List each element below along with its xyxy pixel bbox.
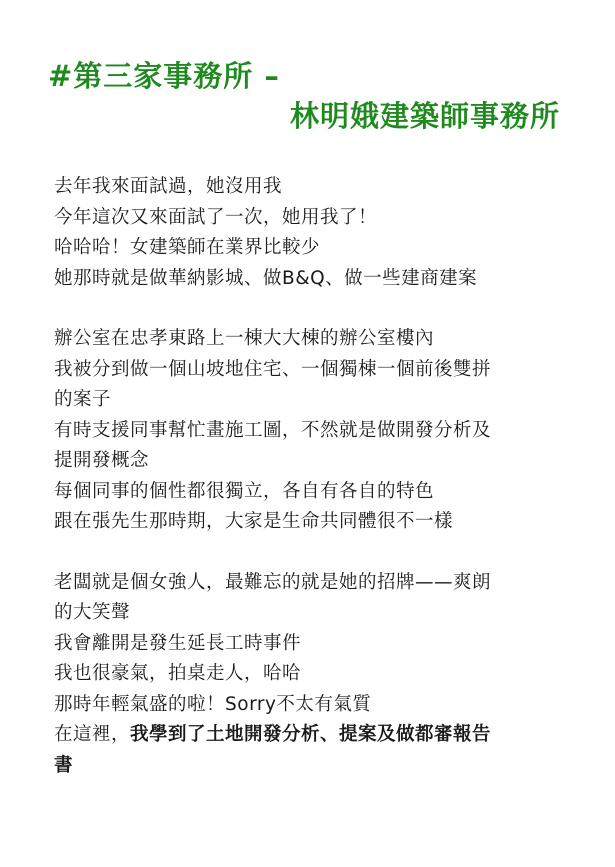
learned-prefix: 在這裡， <box>54 724 131 745</box>
title-line-1: #第三家事務所 – <box>48 59 280 93</box>
text-line: 哈哈哈！女建築師在業界比較少 <box>54 237 321 258</box>
paragraph-interview <box>54 172 564 294</box>
learned-highlight: 我學到了土地開發分析、提案及做都審報告 <box>130 724 492 745</box>
text-line: 每個同事的個性都很獨立，各自有各自的特色 <box>54 480 435 502</box>
text-line-learned <box>54 720 564 751</box>
text-line: 去年我來面試過，她沒用我 <box>54 176 283 197</box>
text-line: 的大笑聲 <box>54 602 131 623</box>
text-line: 的案子 <box>54 389 112 410</box>
text-line: 提開發概念 <box>54 450 150 471</box>
paragraph-office <box>54 324 564 538</box>
page-title <box>48 56 568 136</box>
text-line: 今年這次又來面試了一次，她用我了！ <box>54 206 378 228</box>
text-line: 我也很豪氣，拍桌走人，哈哈 <box>54 663 302 684</box>
text-line: 老闆就是個女強人，最難忘的就是她的招牌——爽朗 <box>54 571 492 593</box>
text-line: 辦公室在忠孝東路上一棟大大棟的辦公室樓內 <box>54 328 435 349</box>
text-line: 我被分到做一個山坡地住宅、一個獨棟一個前後雙拼 <box>54 358 492 380</box>
text-line: 那時年輕氣盛的啦！Sorry不太有氣質 <box>54 693 372 715</box>
text-line: 她那時就是做華納影城、做B&Q、做一些建商建案 <box>54 267 478 289</box>
text-line: 我會離開是發生延長工時事件 <box>54 632 302 654</box>
paragraph-boss <box>54 568 564 782</box>
learned-highlight-end: 書 <box>54 754 74 776</box>
text-line: 跟在張先生那時期，大家是生命共同體很不一樣 <box>54 511 454 532</box>
text-line: 有時支援同事幫忙畫施工圖，不然就是做開發分析及 <box>54 419 492 441</box>
title-line-2: 林明娥建築師事務所 <box>289 99 560 133</box>
body-text <box>54 172 564 811</box>
